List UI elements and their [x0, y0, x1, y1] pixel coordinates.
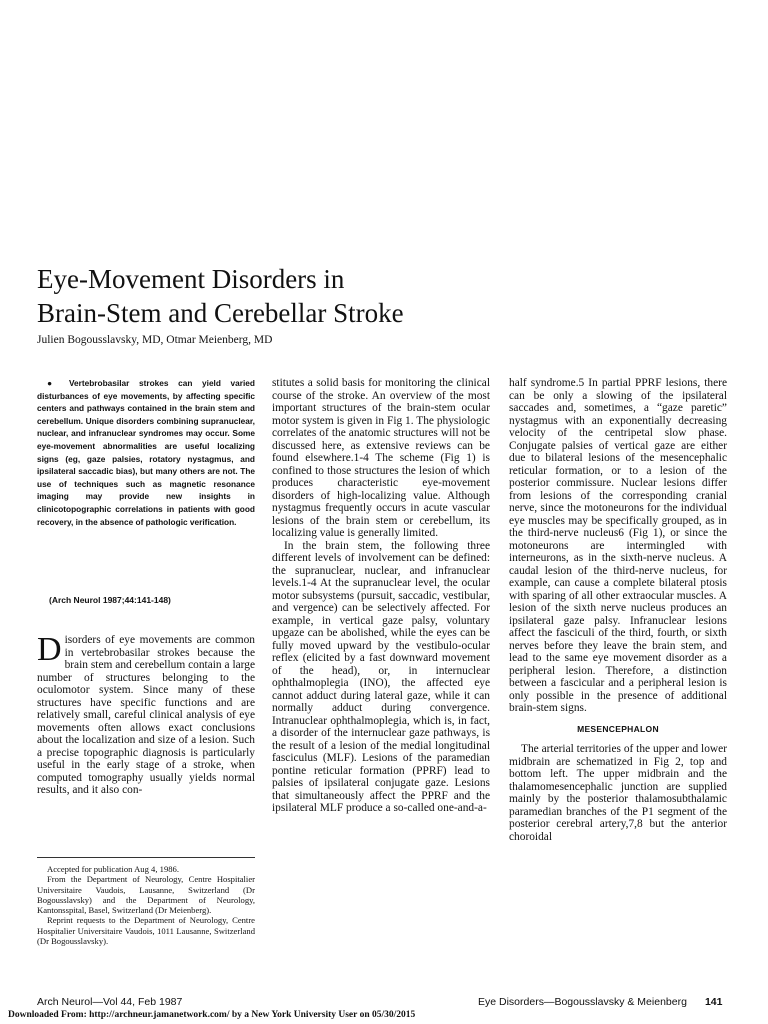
intro-paragraph-text: isorders of eye movements are common in vertebrobasilar strokes because the brain stem and cerebellum contain a large number of structures belonging to the oculomotor system. Since many of these structures have specific functions and are relatively small, careful clinical analysis of eye movements often allows exact conclusions about the localization and size of a lesion. Such a precise topographic diagnosis is particularly useful in the early stage of a stroke, when computed tomography usually yields normal results, and it also con- [37, 634, 255, 796]
article-title [37, 262, 737, 330]
paragraph: The arterial territories of the upper and lower midbrain are schematized in Fig 2, top and bottom left. The upper midbrain and the thalamomesencephalic junction are supplied mainly by the posterior thalamosubthalamic paramedian branches of the P1 segment of the posterior cerebral artery,7,8 but the anterior choroidal [509, 743, 727, 843]
paragraph: half syndrome.5 In partial PPRF lesions, there can be only a slowing of the ipsilateral saccades and, sometimes, a “gaze paretic” nystagmus with an exponentially decreasing velocity of the centripetal slow phase. Conjugate palsies of vertical gaze are either due to bilateral lesions of the mesencephalic reticular formation, or to a lesion of the posterior commissure. Nuclear lesions differ from lesions of the corresponding cranial nerve, since the motoneurons for the individual eye muscles may be specifically grouped, as in the third-nerve nucleus6 (Fig 1), or since the motoneurons are intermingled with interneurons, as in the sixth-nerve nucleus. A caudal lesion of the third-nerve nucleus, for example, can cause a complete bilateral ptosis with sparing of all other extraocular muscles. A lesion of the sixth nerve nucleus produces an ipsilateral gaze palsy. Infranuclear lesions affect the fasciculi of the third, fourth, or sixth nerves before they leave the brain stem, and lead to the same eye movement disorder as a peripheral lesion. Therefore, a distinction between a fascicular and a peripheral lesion is only possible in the presence of additional brain-stem signs. [509, 377, 727, 714]
footnote-accepted: Accepted for publication Aug 4, 1986. [47, 864, 179, 874]
title-line-2: Brain-Stem and Cerebellar Stroke [37, 298, 404, 328]
intro-paragraph [37, 631, 255, 797]
running-footer [478, 996, 722, 1008]
body-column-3 [509, 377, 727, 843]
footnote-affiliation: From the Department of Neurology, Centre Hospitalier Universitaire Vaudois, Lausanne, Switzerland (Dr Bogousslavsky) and the Department of Neurology, Kantonsspital, Basel, Switzerland (Dr Meienberg). [37, 874, 255, 916]
author-list: Julien Bogousslavsky, MD, Otmar Meienberg, MD [37, 334, 273, 346]
footnote-reprint: Reprint requests to the Department of Neurology, Centre Hospitalier Universitaire Vaudois, 1011 Lausanne, Switzerland (Dr Bogousslavsky). [37, 915, 255, 947]
body-column-2 [272, 377, 490, 815]
section-heading: MESENCEPHALON [577, 723, 659, 734]
page-number: 141 [704, 996, 723, 1008]
download-notice: Downloaded From: http://archneur.jamanetwork.com/ by a New York University User on 05/30/2015 [8, 1010, 416, 1020]
title-line-1: Eye-Movement Disorders in [37, 264, 345, 294]
footnote-divider [37, 857, 255, 858]
paragraph: In the brain stem, the following three different levels of involvement can be defined: the supranuclear, nuclear, and infranuclear levels.1-4 At the supranuclear level, the ocular motor subsystems (pursuit, saccadic, vestibular, and vergence) can be selectively affected. For example, in vertical gaze palsy, voluntary upgaze can be abolished, while the eyes can be fully moved upward by the vestibulo-ocular reflex (elicited by a fast downward movement of the head), or, in internuclear ophthalmoplegia (INO), the affected eye cannot adduct during lateral gaze, while it can normally adduct during convergence. Intranuclear ophthalmoplegia, which is, in fact, a disorder of the internuclear gaze pathways, is the result of a lesion of the medial longitudinal fasciculus (MLF). Lesions of the paramedian pontine reticular formation (PPRF) lead to palsies of ipsilateral conjugate gaze. Lesions that simultaneously affect the PPRF and the ipsilateral MLF produce a so-called one-and-a- [272, 539, 490, 814]
abstract: ● Vertebrobasilar strokes can yield varied disturbances of eye movements, by affecting specific centers and pathways contained in the brain stem and cerebellum. Unique disorders combining supranuclear, nuclear, and infranuclear syndromes may occur. Some eye-movement abnormalities are useful localizing signs (eg, gaze palsies, rotatory nystagmus, and ipsilateral saccadic bias), but many others are not. The use of techniques such as magnetic resonance imaging may provide new insights in clinicotopographic correlations in patients with good recovery, in the absence of pathologic verification. [37, 378, 255, 527]
running-title: Eye Disorders—Bogousslavsky & Meienberg [478, 996, 687, 1008]
footnotes [37, 864, 255, 946]
abstract-citation: (Arch Neurol 1987;44:141-148) [49, 595, 171, 605]
body-column-1 [37, 631, 255, 797]
journal-footer: Arch Neurol—Vol 44, Feb 1987 [37, 996, 183, 1008]
paragraph: stitutes a solid basis for monitoring the clinical course of the stroke. An overview of the most important structures of the brain-stem ocular motor system is given in Fig 1. The physiologic correlates of the anatomic structures will not be discussed here, as extensive reviews can be found elsewhere.1-4 The scheme (Fig 1) is confined to those structures the lesion of which produces characteristic eye-movement disorders of high-localizing value. Although nystagmus frequently occurs in acute vascular lesions of the brain stem or cerebellum, its localizing value is generally limited. [272, 377, 490, 539]
drop-cap: D [37, 631, 62, 668]
